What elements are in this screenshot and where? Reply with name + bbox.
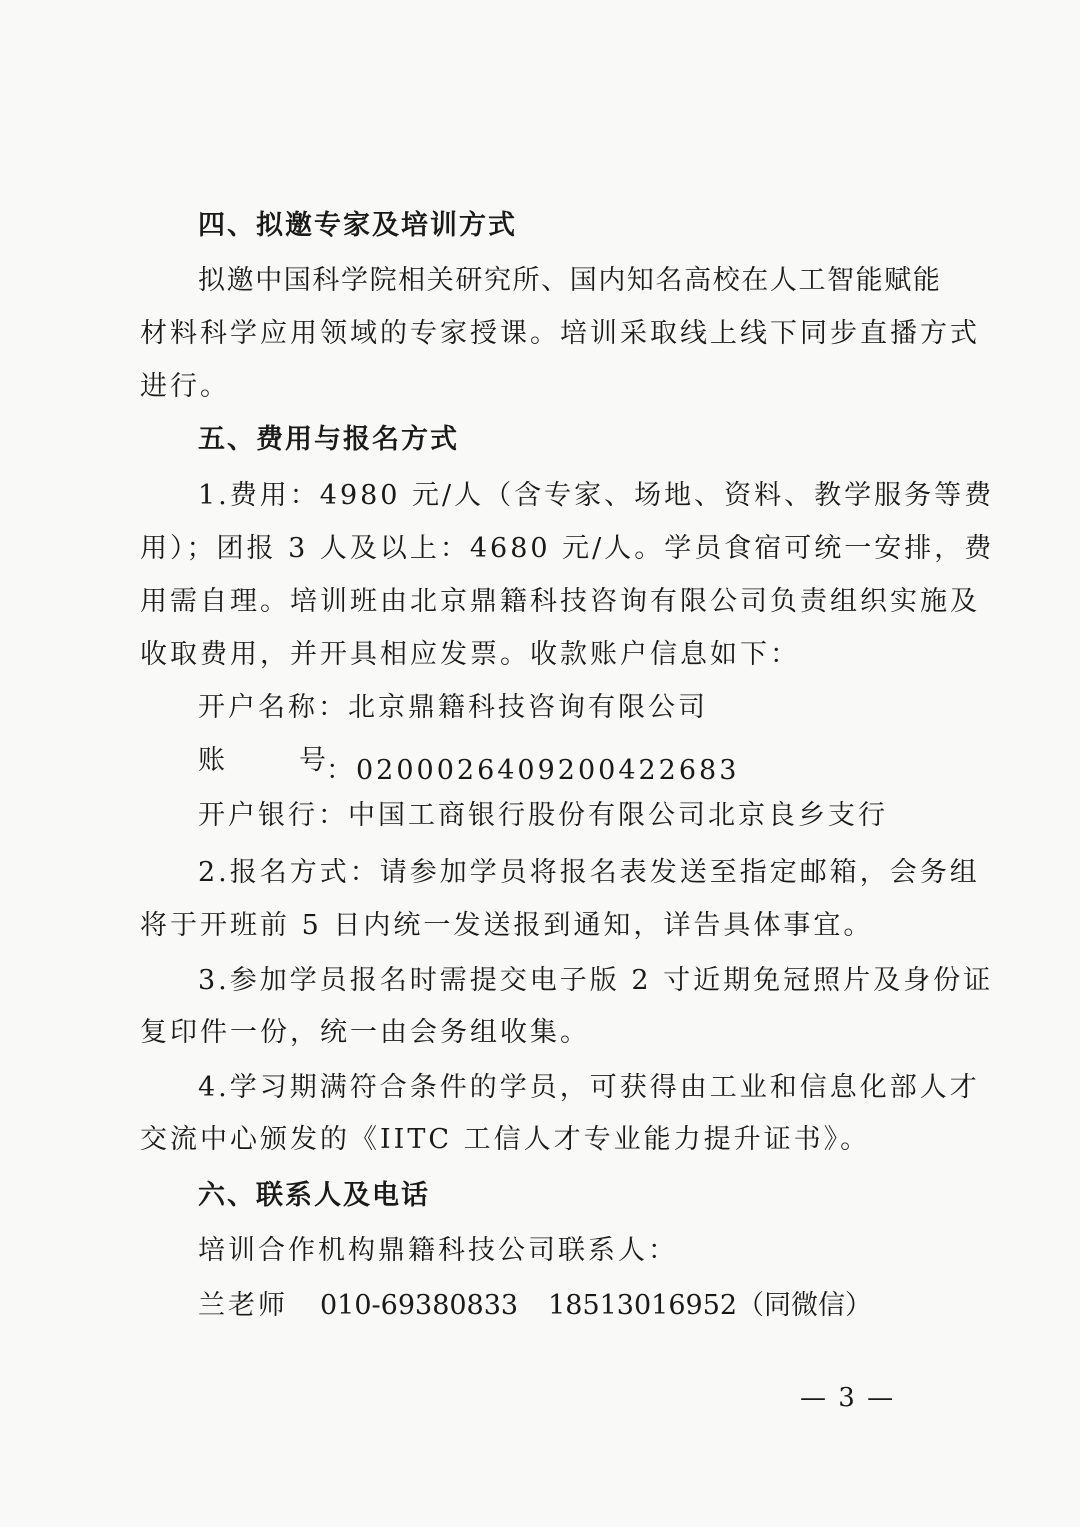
justified-char: 能 [855, 265, 883, 296]
justified-char: 研 [455, 265, 483, 296]
justified-char: 能 [912, 265, 940, 296]
justified-char: 国 [283, 265, 311, 296]
justified-char: 、 [541, 265, 569, 296]
account-number-value: 0200026409200422683 [356, 755, 740, 786]
justified-char: 知 [626, 265, 654, 296]
justified-char: 究 [483, 265, 511, 296]
justified-char: 科 [312, 265, 340, 296]
justified-char: 关 [426, 265, 454, 296]
section4-para-line-2: 材料科学应用领域的专家授课。培训采取线上线下同步直播方式 [140, 318, 980, 349]
justified-char: 智 [827, 265, 855, 296]
justified-char: 人 [769, 265, 797, 296]
justified-char: 学 [340, 265, 368, 296]
justified-char: 邀 [226, 265, 254, 296]
justified-char: 所 [512, 265, 540, 296]
section6-heading: 六、联系人及电话 [198, 1180, 430, 1211]
section5-item1-line-1: 1.费用：4980 元/人（含专家、场地、资料、教学服务等费 [198, 480, 995, 511]
justified-char: 拟 [198, 265, 225, 296]
section4-para-line-3: 进行。 [140, 371, 230, 402]
section5-item1-line-2: 用）；团报 3 人及以上：4680 元/人。学员食宿可统一安排，费 [140, 533, 995, 564]
section4-heading: 四、拟邀专家及培训方式 [198, 210, 517, 241]
section5-item3-line-2: 复印件一份，统一由会务组收集。 [140, 1017, 590, 1048]
account-bank-line: 开户银行：中国工商银行股份有限公司北京良乡支行 [198, 800, 888, 831]
justified-char: 国 [569, 265, 597, 296]
section4-para-line-1 [198, 263, 940, 299]
contact-phone-2: 18513016952（同微信） [548, 1290, 873, 1321]
section5-item4-line-2: 交流中心颁发的《IITC 工信人才专业能力提升证书》。 [140, 1124, 871, 1155]
section5-item2-line-2: 将于开班前 5 日内统一发送报到通知，详告具体事宜。 [140, 910, 874, 941]
justified-char: 工 [798, 265, 826, 296]
section5-item1-line-4: 收取费用，并开具相应发票。收款账户信息如下： [140, 639, 800, 670]
section5-heading: 五、费用与报名方式 [198, 424, 459, 455]
account-name-line: 开户名称：北京鼎籍科技咨询有限公司 [198, 692, 708, 723]
justified-char: 名 [655, 265, 683, 296]
contact-line [198, 1288, 872, 1324]
contact-phone-1: 010-69380833 [320, 1290, 519, 1321]
section5-item1-line-3: 用需自理。培训班由北京鼎籍科技咨询有限公司负责组织实施及 [140, 586, 980, 617]
page-number: — 3 — [800, 1383, 896, 1413]
justified-char: 校 [712, 265, 740, 296]
justified-char: 院 [369, 265, 397, 296]
account-number-label-2: 号 [299, 745, 326, 776]
section6-intro-line: 培训合作机构鼎籍科技公司联系人： [198, 1235, 678, 1266]
justified-char: 相 [398, 265, 426, 296]
section5-item2-line-1: 2.报名方式：请参加学员将报名表发送至指定邮箱，会务组 [198, 857, 980, 888]
justified-char: 在 [741, 265, 769, 296]
justified-char: 高 [684, 265, 712, 296]
justified-char: 中 [255, 265, 283, 296]
account-number-line [198, 743, 739, 789]
justified-char: 赋 [884, 265, 912, 296]
account-number-label [198, 743, 326, 779]
contact-name: 兰老师 [198, 1290, 288, 1321]
section5-item4-line-1: 4.学习期满符合条件的学员，可获得由工业和信息化部人才 [198, 1072, 980, 1103]
account-number-colon: ： [326, 755, 356, 786]
justified-char: 内 [598, 265, 626, 296]
account-number-label-1: 账 [198, 745, 225, 776]
section5-item3-line-1: 3.参加学员报名时需提交电子版 2 寸近期免冠照片及身份证 [198, 965, 994, 996]
